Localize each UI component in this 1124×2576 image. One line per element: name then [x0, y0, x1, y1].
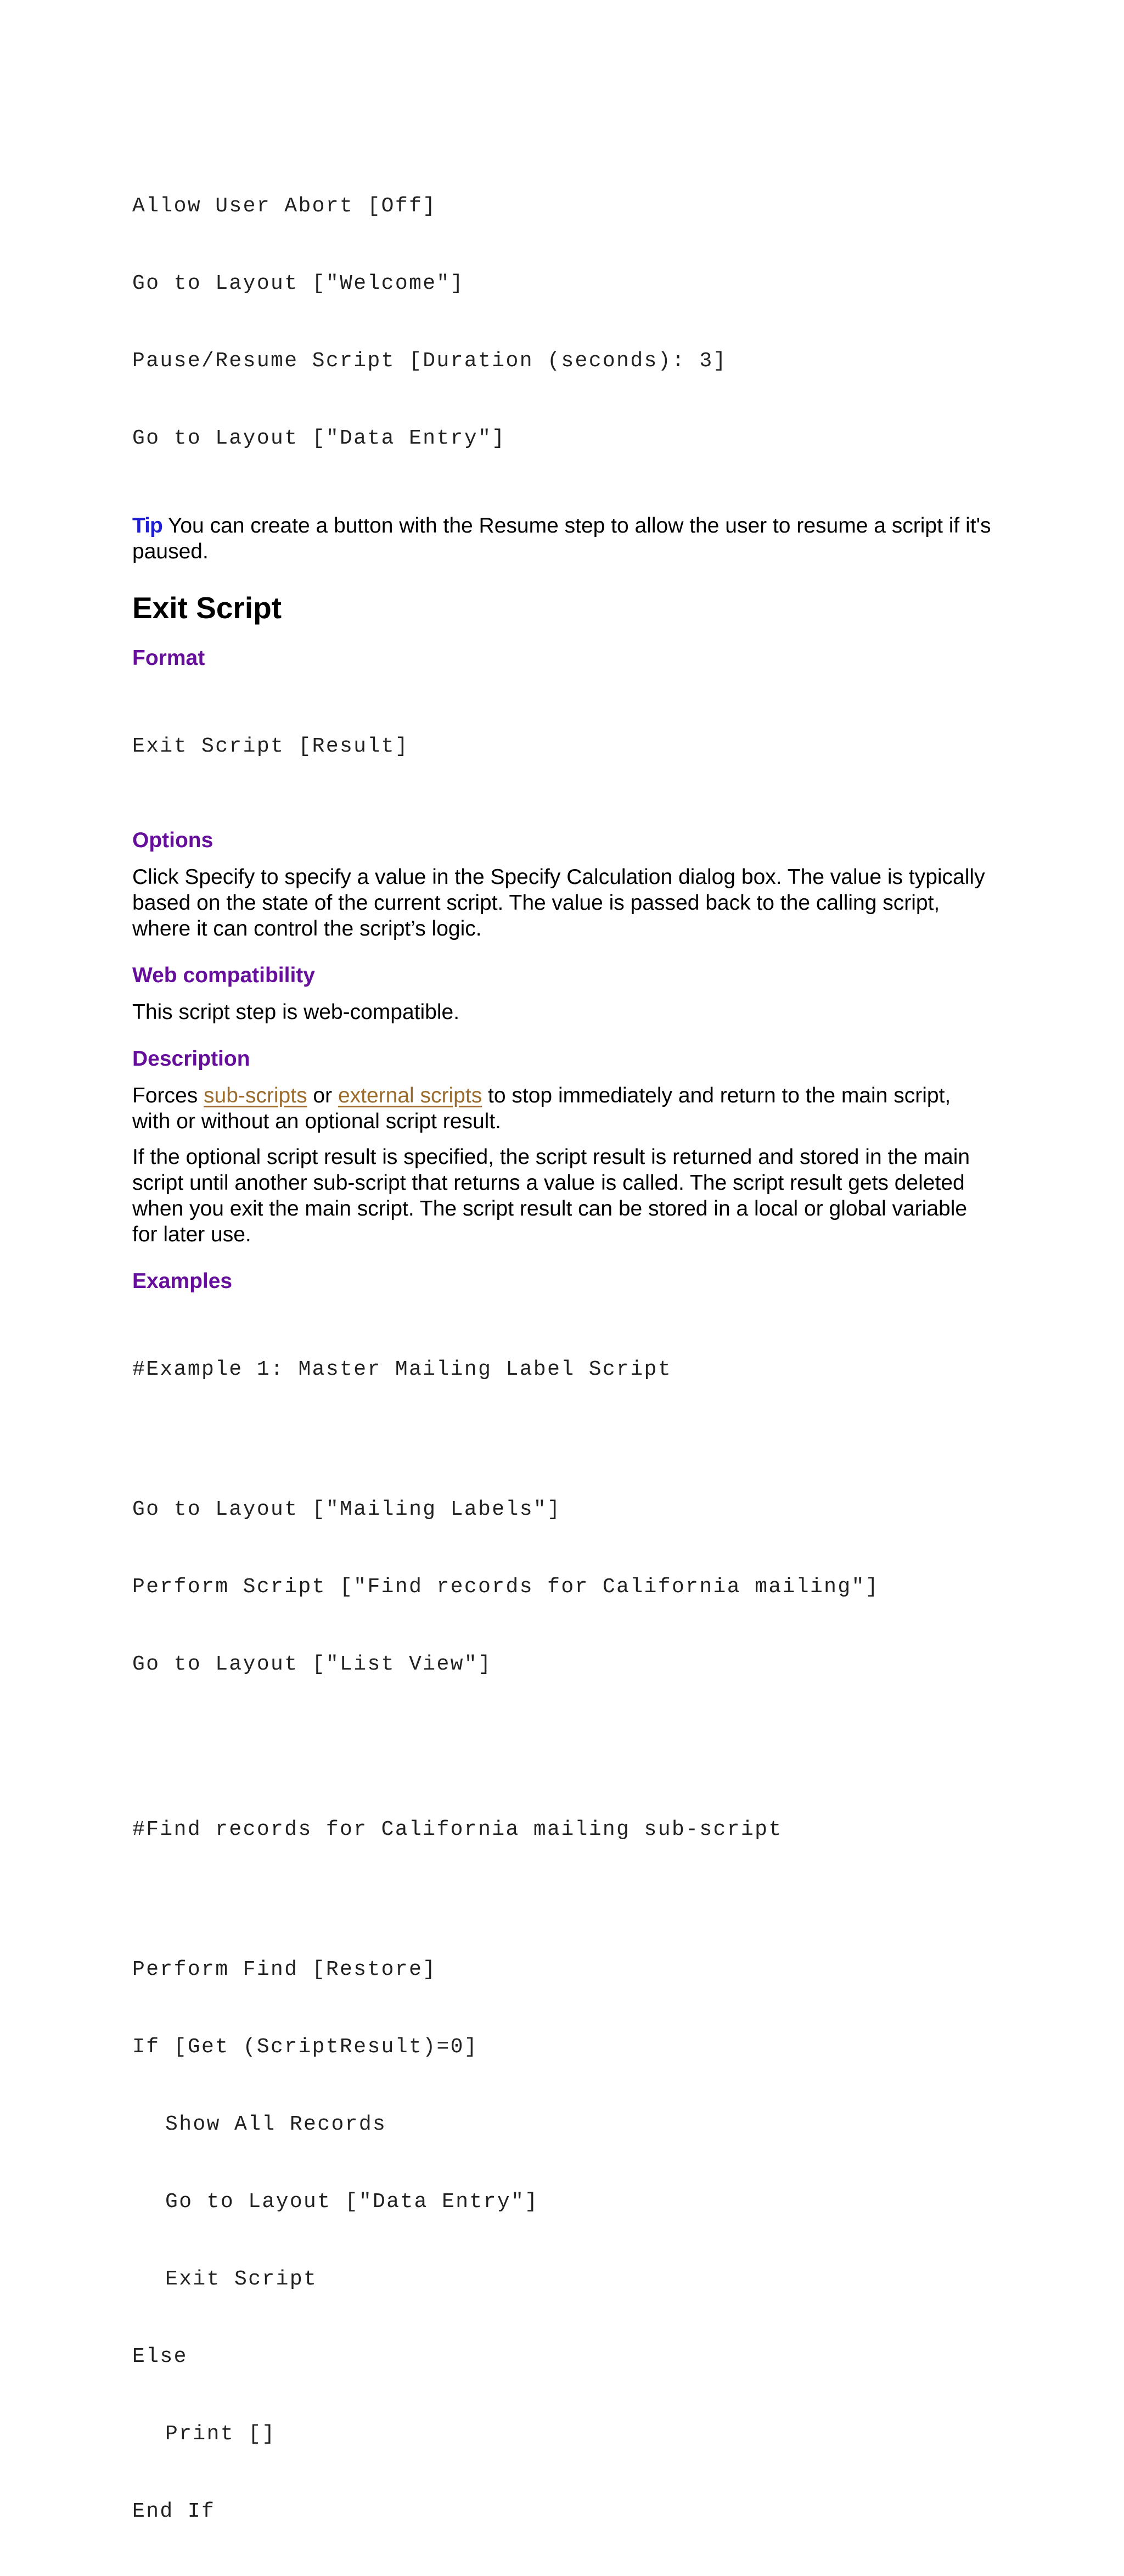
- tip-text: You can create a button with the Resume step to allow the user to resume a script if it's paused.: [132, 514, 991, 563]
- code-line: Allow User Abort [Off]: [132, 194, 437, 218]
- code-comment: #Example 1: Master Mailing Label Script: [132, 1358, 672, 1381]
- description-text: Forces: [132, 1084, 204, 1107]
- code-line: Go to Layout ["Data Entry"]: [165, 2190, 539, 2214]
- example-2-comment: [132, 1765, 994, 1894]
- code-line: Print []: [165, 2422, 276, 2446]
- code-comment: #Find records for California mailing sub-script: [132, 1818, 783, 1841]
- format-heading: Format: [132, 646, 205, 670]
- code-line: End If: [132, 2500, 216, 2523]
- example-1-comment: [132, 1305, 994, 1434]
- description-text: to stop immediately and return to the main script, with or without an optional script result.: [132, 1084, 951, 1133]
- page-content: [132, 142, 994, 2576]
- code-line: Perform Find [Restore]: [132, 1958, 437, 1981]
- sub-scripts-link[interactable]: sub-scripts: [204, 1084, 307, 1107]
- intro-code-block: [132, 142, 994, 503]
- options-text: Click Specify to specify a value in the Specify Calculation dialog box. The value is typically based on the state of the current script. The value is passed back to the calling script, where it can control the script’s logic.: [132, 865, 985, 940]
- code-line: Pause/Resume Script [Duration (seconds): 3]: [132, 349, 727, 373]
- tip-label: Tip: [132, 514, 162, 537]
- description-paragraph-2: If the optional script result is specified, the script result is returned and stored in the main script until another sub-script that returns a value is called. The script result gets deleted when you exit the main script. The script result can be stored in a local or global variable for later use.: [132, 1145, 970, 1246]
- code-line: Perform Script ["Find records for California mailing"]: [132, 1575, 879, 1599]
- external-scripts-link[interactable]: external scripts: [338, 1084, 482, 1107]
- code-line: Exit Script [Result]: [132, 735, 409, 758]
- description-text: or: [307, 1084, 338, 1107]
- example-1-code: [132, 1445, 994, 1729]
- code-line: Show All Records: [165, 2113, 387, 2136]
- code-line: If [Get (ScriptResult)=0]: [132, 2035, 479, 2059]
- description-heading: Description: [132, 1047, 250, 1071]
- code-line: Go to Layout ["Welcome"]: [132, 272, 464, 295]
- code-line: Else: [132, 2345, 188, 2368]
- code-line: Go to Layout ["List View"]: [132, 1653, 492, 1676]
- web-compat-text: This script step is web-compatible.: [132, 1000, 460, 1024]
- tip-paragraph: [132, 513, 994, 564]
- code-line: Exit Script: [165, 2267, 318, 2291]
- example-2-code: [132, 1905, 994, 2576]
- examples-heading: Examples: [132, 1269, 233, 1293]
- code-line: Go to Layout ["Data Entry"]: [132, 427, 506, 450]
- options-heading: Options: [132, 828, 213, 852]
- section-title: Exit Script: [132, 591, 282, 625]
- code-line: Go to Layout ["Mailing Labels"]: [132, 1498, 561, 1521]
- web-compat-heading: Web compatibility: [132, 964, 315, 987]
- format-code: [132, 682, 994, 811]
- description-paragraph-1: [132, 1083, 994, 1134]
